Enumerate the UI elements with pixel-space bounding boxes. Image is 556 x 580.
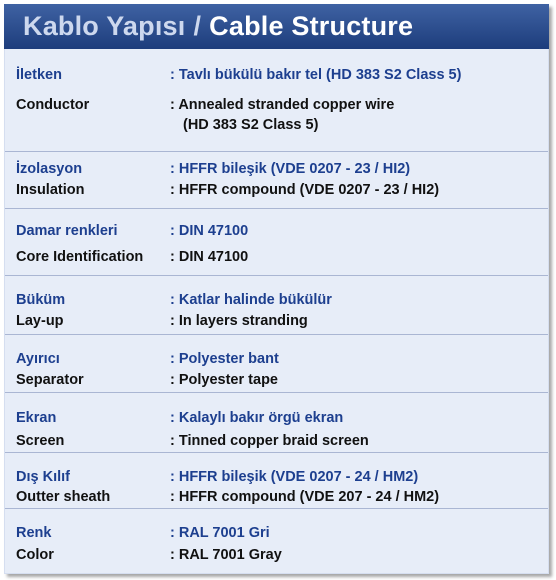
spec-value-english: : HFFR compound (VDE 207 - 24 / HM2) <box>170 489 440 505</box>
spec-label-english: Screen <box>16 433 65 449</box>
spec-label-english: Core Identification <box>16 249 144 265</box>
spec-section-screen <box>5 393 548 453</box>
spec-value-turkish: : HFFR bileşik (VDE 0207 - 23 / HI2) <box>170 161 411 177</box>
spec-value-turkish: : Polyester bant <box>170 351 279 367</box>
spec-value-turkish: : RAL 7001 Gri <box>170 525 270 541</box>
spec-value-turkish: : DIN 47100 <box>170 223 249 239</box>
spec-section-color <box>5 509 548 574</box>
header-title-turkish: Kablo Yapısı <box>23 11 186 41</box>
spec-label-english: Insulation <box>16 182 85 198</box>
spec-label-english: Conductor <box>16 97 90 113</box>
spec-label-turkish: İletken <box>16 67 62 83</box>
spec-section-core-identification <box>5 209 548 276</box>
spec-value-english: : RAL 7001 Gray <box>170 547 282 563</box>
spec-label-turkish: Büküm <box>16 292 66 308</box>
spec-value-turkish: : Kalaylı bakır örgü ekran <box>170 410 344 426</box>
cable-structure-panel <box>4 4 549 574</box>
spec-value-english-line2: (HD 383 S2 Class 5) <box>183 117 319 133</box>
spec-value-turkish: : HFFR bileşik (VDE 0207 - 24 / HM2) <box>170 469 419 485</box>
spec-value-english: : Polyester tape <box>170 372 278 388</box>
spec-value-turkish: : Katlar halinde bükülür <box>170 292 332 308</box>
spec-table <box>4 49 549 574</box>
spec-label-english: Separator <box>16 372 84 388</box>
spec-label-turkish: Damar renkleri <box>16 223 118 239</box>
spec-label-english: Outter sheath <box>16 489 111 505</box>
spec-value-english: : Annealed stranded copper wire <box>170 97 395 113</box>
spec-value-english: : In layers stranding <box>170 313 308 329</box>
spec-label-turkish: Renk <box>16 525 52 541</box>
spec-section-insulation <box>5 152 548 209</box>
spec-label-english: Color <box>16 547 54 563</box>
spec-label-turkish: İzolasyon <box>16 161 83 177</box>
spec-label-turkish: Dış Kılıf <box>16 469 70 485</box>
spec-value-english: : Tinned copper braid screen <box>170 433 369 449</box>
spec-value-turkish: : Tavlı bükülü bakır tel (HD 383 S2 Class 5) <box>170 67 462 83</box>
header-title-english: Cable Structure <box>209 11 414 41</box>
spec-section-lay-up <box>5 276 548 335</box>
spec-label-english: Lay-up <box>16 313 64 329</box>
spec-label-turkish: Ayırıcı <box>16 351 60 367</box>
spec-section-separator <box>5 335 548 393</box>
spec-value-english: : HFFR compound (VDE 0207 - 23 / HI2) <box>170 182 440 198</box>
spec-label-turkish: Ekran <box>16 410 57 426</box>
panel-header <box>4 4 549 49</box>
spec-section-outer-sheath <box>5 453 548 509</box>
spec-section-conductor <box>5 49 548 152</box>
header-separator: / <box>193 11 202 41</box>
spec-value-english: : DIN 47100 <box>170 249 249 265</box>
